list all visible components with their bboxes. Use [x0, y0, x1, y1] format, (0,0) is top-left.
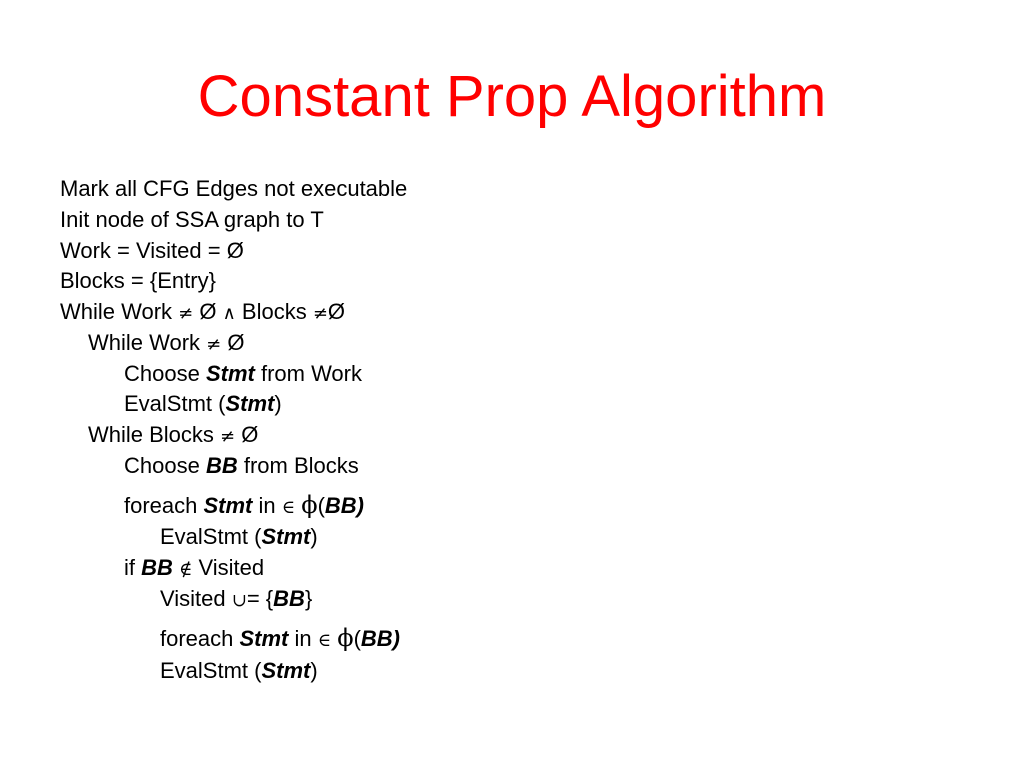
line-text: Init node of SSA graph to T: [60, 207, 324, 232]
line-text: in: [288, 626, 318, 651]
line-evalstmt: [124, 391, 282, 417]
line-text: Blocks = {Entry}: [60, 268, 216, 293]
line-text: = {: [246, 586, 274, 611]
line-text: Ø: [327, 299, 346, 324]
line-text: foreach: [160, 626, 240, 651]
line-text: EvalStmt (: [124, 391, 226, 416]
stmt-term: Stmt: [203, 493, 253, 518]
line-choose-stmt: [124, 361, 362, 387]
line-foreach-stmt-phi-nested: [160, 625, 400, 654]
line-foreach-stmt-phi: [124, 492, 364, 521]
not-equal-symbol: ≠: [206, 334, 222, 355]
line-mark-edges: [60, 176, 407, 202]
line-text: Work = Visited = Ø: [60, 238, 244, 263]
line-text: While Work: [88, 330, 207, 355]
line-text: EvalStmt (: [160, 658, 262, 683]
bb-term: BB): [360, 626, 400, 651]
line-text: }: [304, 586, 313, 611]
union-symbol: ∪: [231, 590, 247, 611]
line-work-visited: [60, 238, 244, 264]
line-text: ): [274, 391, 282, 416]
element-of-symbol: ∈: [317, 630, 332, 651]
line-evalstmt-nested: [160, 524, 318, 550]
line-text: While Blocks: [88, 422, 221, 447]
line-text: Choose: [124, 453, 206, 478]
line-visited-union: [160, 586, 312, 614]
phi-symbol: ϕ: [337, 624, 354, 652]
element-of-symbol: ∈: [281, 497, 296, 518]
bb-term: BB: [273, 586, 305, 611]
line-text: Ø: [235, 422, 259, 447]
not-equal-symbol: ≠: [312, 303, 328, 324]
line-init-node: [60, 207, 324, 233]
not-equal-symbol: ≠: [220, 426, 236, 447]
line-text: While Work: [60, 299, 179, 324]
line-text: ): [310, 524, 318, 549]
line-evalstmt-final: [160, 658, 318, 684]
line-text: ): [310, 658, 318, 683]
line-choose-bb: [124, 453, 359, 479]
phi-symbol: ϕ: [301, 491, 318, 519]
line-text: Ø: [193, 299, 223, 324]
stmt-term: Stmt: [225, 391, 275, 416]
not-equal-symbol: ≠: [178, 303, 194, 324]
stmt-term: Stmt: [261, 658, 311, 683]
line-if-bb-not-visited: [124, 555, 264, 583]
line-while-work-blocks: [60, 299, 345, 327]
line-text: (: [353, 626, 361, 651]
line-text: EvalStmt (: [160, 524, 262, 549]
line-text: Blocks: [235, 299, 313, 324]
line-while-work: [88, 330, 245, 358]
line-text: Mark all CFG Edges not executable: [60, 176, 408, 201]
line-text: (: [317, 493, 325, 518]
bb-term: BB): [324, 493, 364, 518]
line-blocks-entry: [60, 268, 216, 294]
line-text: if: [124, 555, 142, 580]
slide-title: Constant Prop Algorithm: [197, 64, 827, 129]
stmt-term: Stmt: [239, 626, 289, 651]
line-text: Choose: [124, 361, 206, 386]
line-text: foreach: [124, 493, 204, 518]
stmt-term: Stmt: [205, 361, 255, 386]
line-text: from Blocks: [237, 453, 359, 478]
bb-term: BB: [141, 555, 173, 580]
bb-term: BB: [205, 453, 238, 478]
line-text: from Work: [254, 361, 362, 386]
line-while-blocks: [88, 422, 258, 450]
line-text: Ø: [221, 330, 245, 355]
line-text: in: [252, 493, 282, 518]
line-text: Visited: [192, 555, 265, 580]
logical-and-symbol: ∧: [222, 303, 236, 324]
stmt-term: Stmt: [261, 524, 311, 549]
not-element-of-symbol: ∉: [179, 559, 193, 580]
line-text: Visited: [160, 586, 232, 611]
